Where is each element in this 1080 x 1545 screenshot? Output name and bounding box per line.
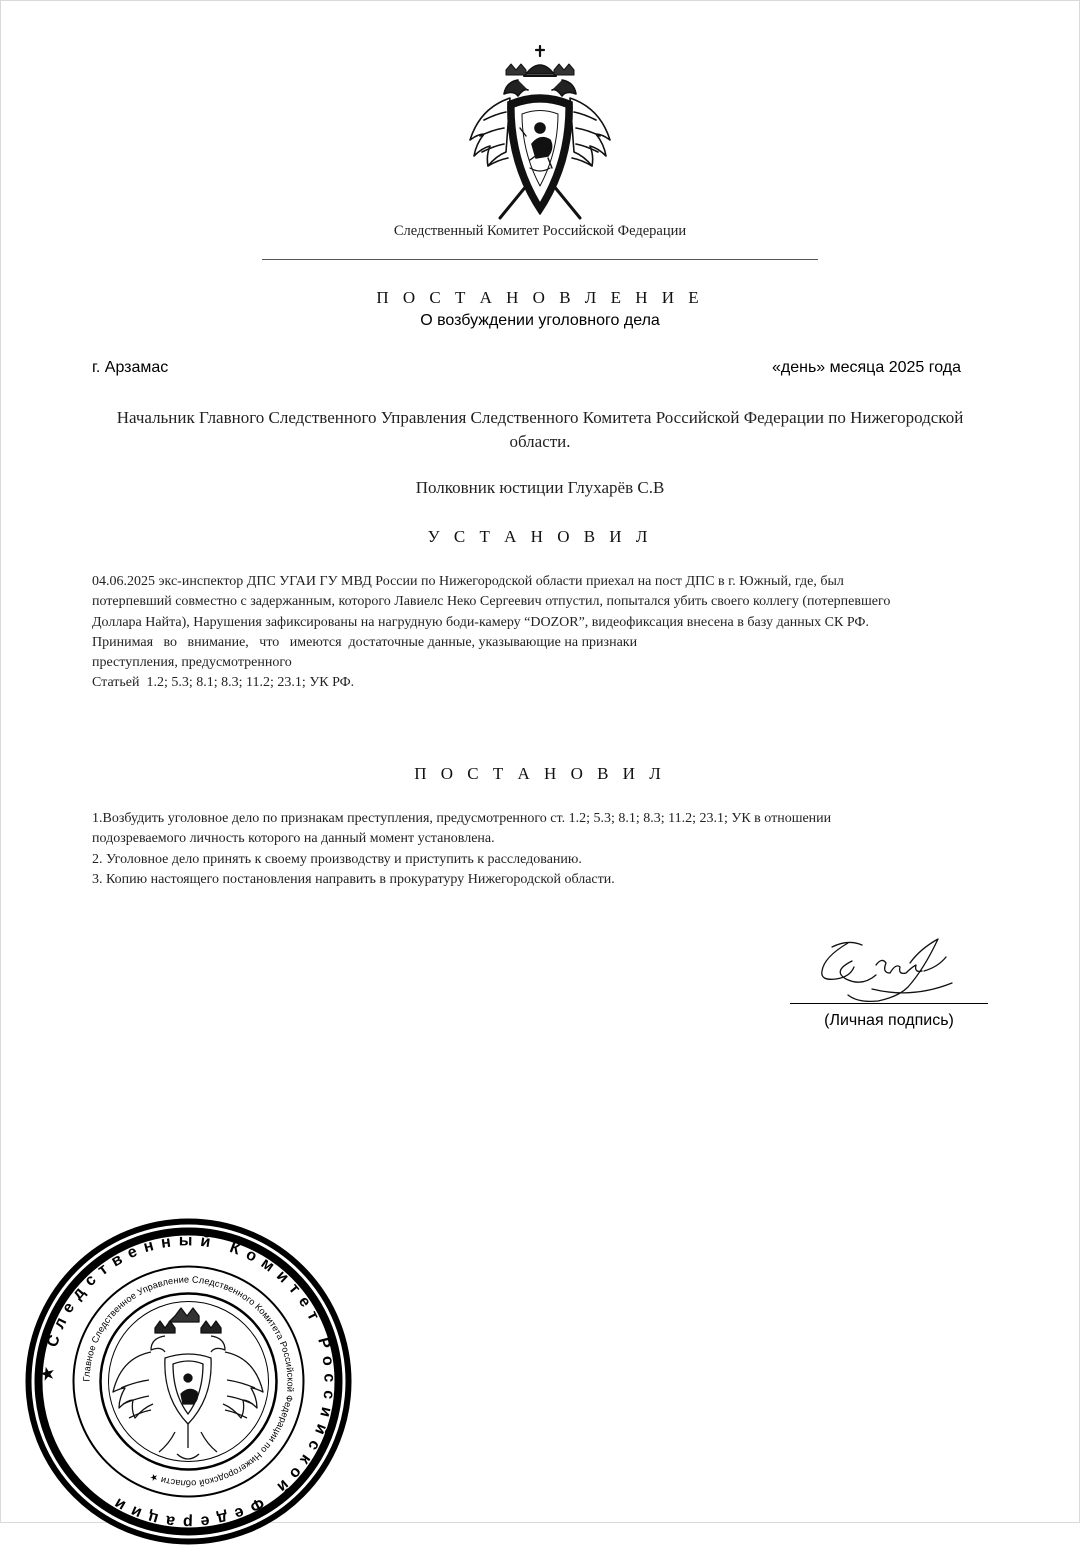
- established-line: преступления, предусмотренного: [92, 655, 292, 671]
- established-line: 04.06.2025 экс-инспектор ДПС УГАИ ГУ МВД России по Нижегородской области приехал на пост ДПС в г. Южный, где, был: [92, 574, 844, 589]
- organization-name: Следственный Комитет Российской Федерации: [393, 223, 687, 239]
- resolved-line: 1.Возбудить уголовное дело по признакам преступления, предусмотренного ст. 1.2; 5.3; 8.1; 8.3; 11.2; 23.1; УК в отношении: [92, 811, 832, 826]
- investigative-committee-emblem: [460, 40, 620, 222]
- signature-line: [790, 1003, 988, 1004]
- document-subtitle: О возбуждении уголовного дела: [420, 312, 660, 329]
- established-line: Принимая во внимание, что имеются достаточные данные, указывающие на признаки: [92, 634, 638, 650]
- established-text: [92, 572, 992, 694]
- established-line: потерпевший совместно с задержанным, которого Лавиелс Неко Сергеевич отпустил, попытался убить своего коллегу (потерпевшего: [92, 594, 891, 610]
- established-heading: У С Т А Н О В И Л: [427, 527, 653, 546]
- official-seal: [25, 1218, 352, 1545]
- official-rank: Полковник юстиции Глухарёв С.В: [415, 478, 665, 497]
- established-line: Статьей 1.2; 5.3; 8.1; 8.3; 11.2; 23.1; УК РФ.: [92, 675, 355, 691]
- resolved-line: 3. Копию настоящего постановления направить в прокуратуру Нижегородской области.: [92, 871, 615, 887]
- resolved-line: 2. Уголовное дело принять к своему производству и приступить к расследованию.: [92, 851, 582, 867]
- handwritten-signature: [812, 935, 962, 1007]
- resolved-heading: П О С Т А Н О В И Л: [414, 764, 666, 783]
- svg-text:Главное Следственное Управлени: Главное Следственное Управление Следственного Комитета Российской Федерации по Нижегородской области ★: [81, 1274, 296, 1489]
- document-title: П О С Т А Н О В Л Е Н И Е: [376, 288, 704, 307]
- document-city: г. Арзамас: [92, 359, 169, 376]
- svg-text:★ Следственный Комитет Российс: ★ Следственный Комитет Российской Федерации: [39, 1232, 338, 1531]
- established-line: Доллара Найта), Нарушения зафиксированы на нагрудную боди-камеру “DOZOR”, видеофиксация внесена в базу данных СК РФ.: [92, 614, 869, 630]
- resolved-text: [92, 809, 992, 890]
- signature-caption: (Личная подпись): [824, 1012, 954, 1029]
- official-position: Начальник Главного Следственного Управления Следственного Комитета Российской Федерации по Нижегородской области.: [116, 408, 964, 451]
- header-divider: [262, 259, 818, 260]
- resolved-line: подозреваемого личность которого на данный момент установлена.: [92, 831, 495, 847]
- document-date: «день» месяца 2025 года: [771, 359, 961, 376]
